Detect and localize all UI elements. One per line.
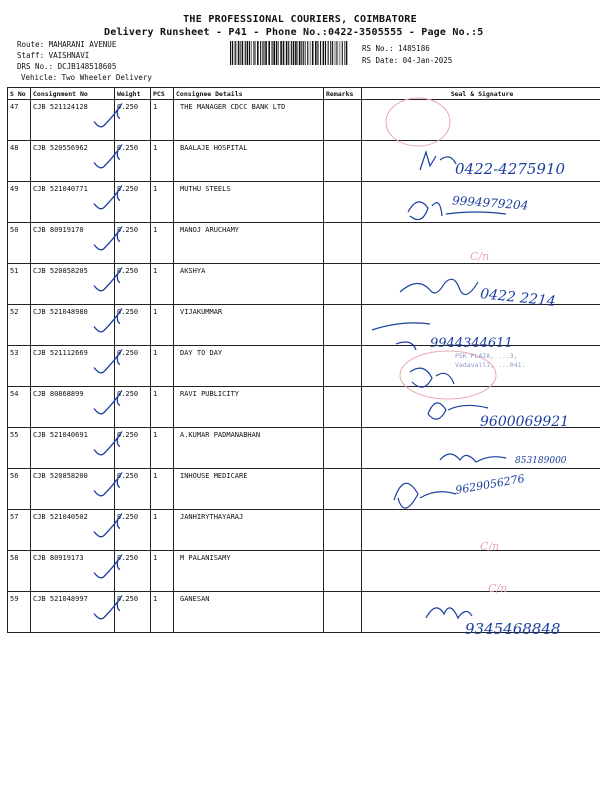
row-sno: 59: [8, 592, 31, 633]
faint-mark-58: C/n: [480, 540, 500, 553]
row-consignee: DAY TO DAY: [174, 346, 324, 387]
row-consignee: M PALANISAMY: [174, 551, 324, 592]
row-weight: 0.250: [115, 223, 151, 264]
row-consignment: CJB 80919170: [31, 223, 115, 264]
signature-55: [440, 454, 506, 462]
phone-51: 0422 2214: [479, 286, 557, 310]
row-consignee: GANESAN: [174, 592, 324, 633]
row-pcs: 1: [151, 223, 174, 264]
row-consignee: A.KUMAR PADMANABHAN: [174, 428, 324, 469]
stamp-text-53: PSK PLAZA, ...3, Vadavalli, ...041.: [455, 352, 526, 369]
row-sno: 57: [8, 510, 31, 551]
company-title: THE PROFESSIONAL COURIERS, COIMBATORE: [183, 14, 417, 25]
phone-54: 9600069921: [480, 414, 570, 430]
tick-mark-weight: [117, 355, 120, 365]
row-pcs: 1: [151, 551, 174, 592]
row-weight: 0.250: [115, 551, 151, 592]
drs-number: DRS No.: DCJB148518605: [17, 62, 117, 71]
row-consignment: CJB 520556962: [31, 141, 115, 182]
row-consignment: CJB 521040502: [31, 510, 115, 551]
col-consignee: Consignee Details: [174, 88, 324, 100]
row-consignment: CJB 520858205: [31, 264, 115, 305]
phone-59: 9345468848: [465, 620, 561, 638]
tick-mark-weight: [117, 560, 120, 570]
row-weight: 0.250: [115, 346, 151, 387]
vehicle-label: Vehicle: Two Wheeler Delivery: [21, 73, 152, 82]
tick-mark-weight: [117, 478, 120, 488]
faint-mark-51: C/n: [470, 250, 490, 263]
row-consignee: BAALAJE HOSPITAL: [174, 141, 324, 182]
row-consignment: CJB 521040691: [31, 428, 115, 469]
row-consignment: CJB 521040771: [31, 182, 115, 223]
row-weight: 0.250: [115, 182, 151, 223]
row-consignment: CJB 521048997: [31, 592, 115, 633]
row-sno: 47: [8, 100, 31, 141]
row-pcs: 1: [151, 510, 174, 551]
row-consignment: CJB 520858200: [31, 469, 115, 510]
row-consignee: RAVI PUBLICITY: [174, 387, 324, 428]
signature-52: [372, 323, 430, 350]
rs-date: RS Date: 04-Jan-2025: [362, 56, 453, 65]
row-pcs: 1: [151, 182, 174, 223]
row-pcs: 1: [151, 264, 174, 305]
tick-mark-weight: [117, 232, 120, 242]
col-pcs: PCS: [151, 88, 174, 100]
tick-mark-weight: [117, 601, 120, 611]
row-consignee: AKSHYA: [174, 264, 324, 305]
col-weight: Weight: [115, 88, 151, 100]
row-weight: 0.250: [115, 100, 151, 141]
phone-55: 853189000: [515, 456, 567, 466]
tick-mark-weight: [117, 150, 120, 160]
row-pcs: 1: [151, 592, 174, 633]
route-label: Route: MAHARANI AVENUE: [17, 40, 117, 49]
row-consignment: CJB 521048980: [31, 305, 115, 346]
row-pcs: 1: [151, 100, 174, 141]
signature-53: [410, 368, 454, 387]
row-sno: 58: [8, 551, 31, 592]
tick-mark-weight: [117, 191, 120, 201]
signature-48: [420, 152, 456, 170]
row-consignment: CJB 521124128: [31, 100, 115, 141]
row-weight: 0.250: [115, 469, 151, 510]
row-pcs: 1: [151, 141, 174, 182]
row-consignee: INHOUSE MEDICARE: [174, 469, 324, 510]
row-pcs: 1: [151, 469, 174, 510]
row-consignment: CJB 80919173: [31, 551, 115, 592]
col-signature: Seal & Signature: [362, 88, 600, 100]
row-consignee: MANOJ ARUCHAMY: [174, 223, 324, 264]
row-sno: 50: [8, 223, 31, 264]
row-consignee: THE MANAGER CDCC BANK LTD: [174, 100, 324, 141]
runsheet-title: Delivery Runsheet - P41 - Phone No.:0422-3505555 - Page No.:5: [104, 27, 484, 38]
phone-56: 9629056276: [454, 472, 526, 497]
tick-mark-weight: [117, 109, 120, 119]
tick-mark-weight: [117, 396, 120, 406]
row-pcs: 1: [151, 387, 174, 428]
row-sno: 51: [8, 264, 31, 305]
row-consignee: JANHIRYTHAYARAJ: [174, 510, 324, 551]
rs-number: RS No.: 1485186: [362, 44, 430, 53]
col-sno: S No: [8, 88, 31, 100]
col-remarks: Remarks: [324, 88, 362, 100]
row-pcs: 1: [151, 305, 174, 346]
faint-mark-59: C/n: [488, 582, 508, 595]
signature-56: [394, 483, 456, 508]
signature-54: [428, 403, 488, 419]
staff-label: Staff: VAISHNAVI: [17, 51, 90, 60]
row-weight: 0.250: [115, 264, 151, 305]
row-consignment: CJB 80868899: [31, 387, 115, 428]
row-consignee: VIJAKUMMAR: [174, 305, 324, 346]
signature-59: [426, 608, 472, 618]
row-sno: 55: [8, 428, 31, 469]
tick-mark-weight: [117, 437, 120, 447]
tick-mark-weight: [117, 273, 120, 283]
row-pcs: 1: [151, 428, 174, 469]
signature-51: [400, 279, 478, 294]
phone-48: 0422-4275910: [455, 160, 566, 178]
row-weight: 0.250: [115, 141, 151, 182]
faint-stamp-47: [386, 98, 450, 146]
row-consignment: CJB 521112669: [31, 346, 115, 387]
row-sno: 52: [8, 305, 31, 346]
tick-mark-weight: [117, 314, 120, 324]
row-sno: 49: [8, 182, 31, 223]
tick-mark-weight: [117, 519, 120, 529]
row-weight: 0.250: [115, 428, 151, 469]
row-weight: 0.250: [115, 510, 151, 551]
phone-49: 9994979204: [451, 193, 529, 213]
row-sno: 53: [8, 346, 31, 387]
row-pcs: 1: [151, 346, 174, 387]
row-consignee: MUTHU STEELS: [174, 182, 324, 223]
row-sno: 48: [8, 141, 31, 182]
col-consignment: Consignment No: [31, 88, 115, 100]
row-weight: 0.250: [115, 592, 151, 633]
row-weight: 0.250: [115, 387, 151, 428]
phone-52: 9944344611: [430, 336, 513, 351]
row-sno: 56: [8, 469, 31, 510]
row-sno: 54: [8, 387, 31, 428]
row-weight: 0.250: [115, 305, 151, 346]
